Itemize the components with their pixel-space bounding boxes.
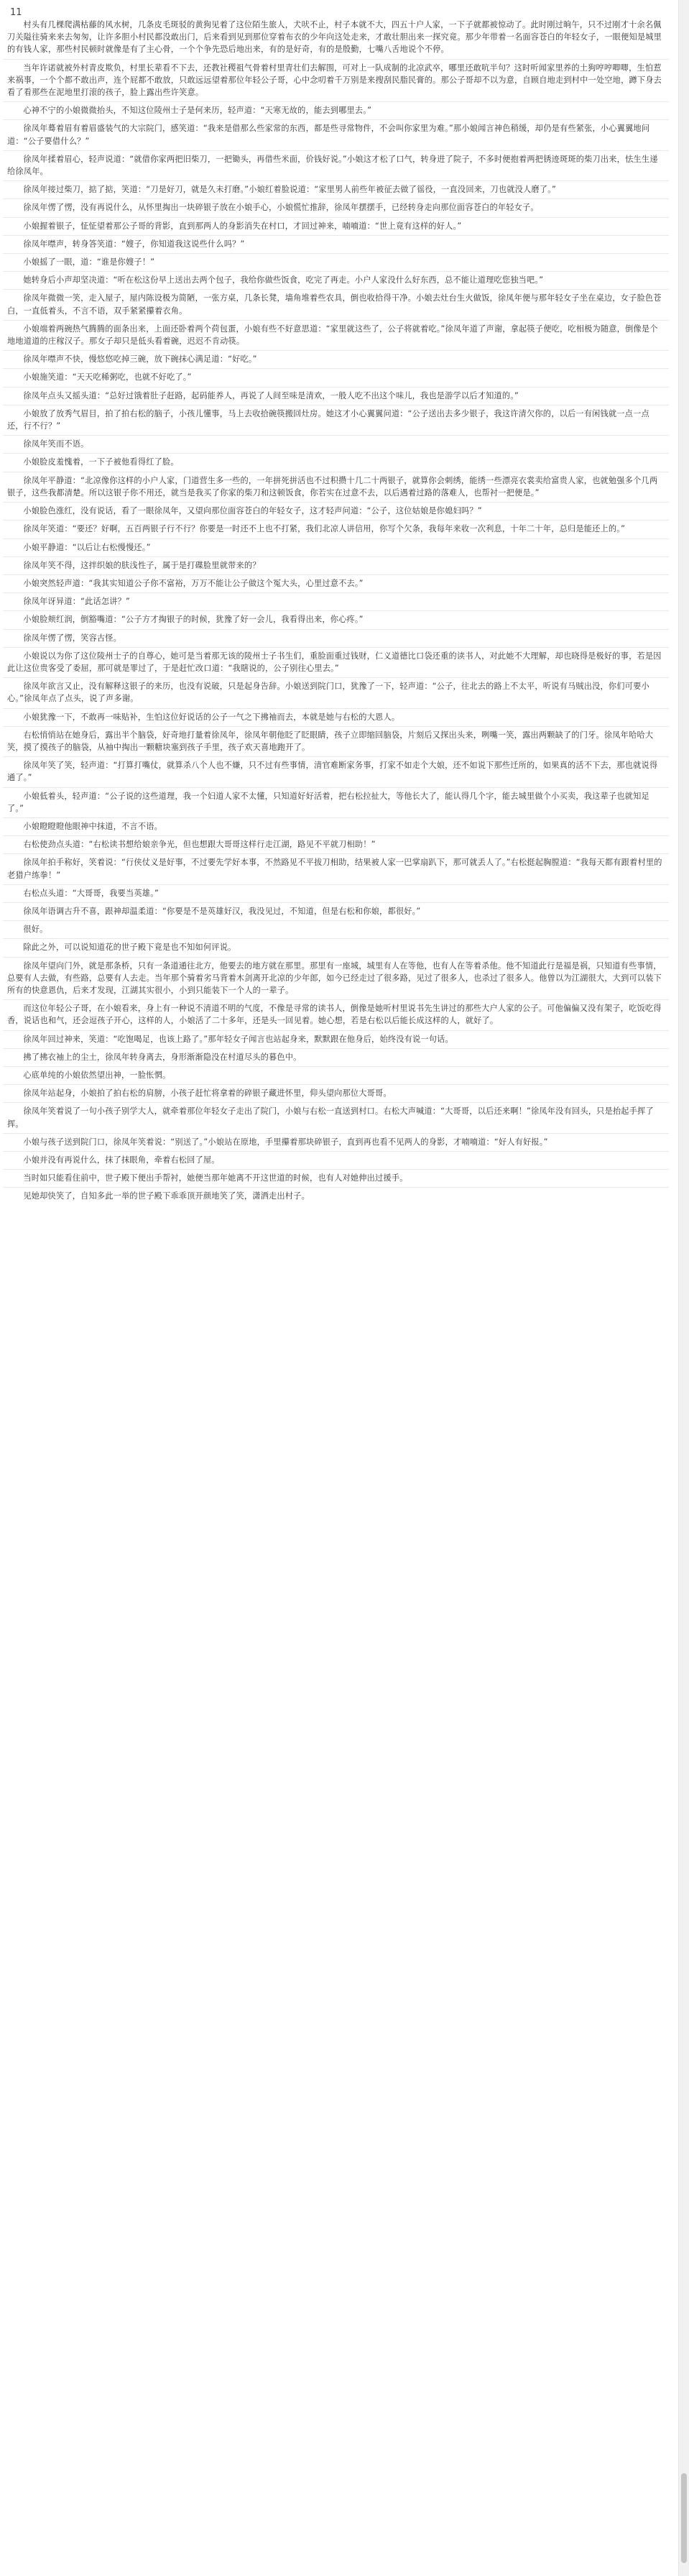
- paragraph: 小娘突然轻声道：“我其实知道公子你不富裕，万万不能让公子做这个冤大头，心里过意不去。”: [23, 578, 364, 588]
- paragraph-divider: [3, 217, 669, 218]
- paragraph: 徐凤年愣了愣，笑容古怪。: [23, 633, 122, 643]
- paragraph-divider: [3, 1066, 669, 1067]
- paragraph-divider: [3, 1151, 669, 1152]
- paragraph-divider: [3, 1084, 669, 1085]
- paragraph-divider: [3, 119, 669, 120]
- paragraph: 徐凤年拍手称好，笑着说：“行侠仗义是好事，不过要先学好本事，不然路见不平拔刀相助，结果被人家一巴掌扇趴下，那可就丢人了。”右松挺起胸膛道：“我每天都有跟着村里的老猎户练拳！”: [7, 858, 662, 880]
- paragraph-divider: [3, 387, 669, 388]
- paragraph: 小娘端着两碗热气腾腾的面条出来，上面还卧着两个荷包蛋，小娘有些不好意思道：“家里就这些了，公子将就着吃。”徐凤年道了声谢，拿起筷子便吃，吃相极为随意，倒像是个地地道道的庄稼汉子。那女子却只是低头看着碗，迟迟不肯动筷。: [7, 324, 658, 347]
- paragraph: 徐凤年望向门外，就是那条桥，只有一条道通往北方，他要去的地方就在那里。那里有一座城，城里有人在等他，也有人在等着杀他。他不知道此行是福是祸，只知道有些事情，总要有人去做，有些路，总要有人去走。当年那个骑着劣马背着木剑离开北凉的少年郎，如今已经走过了很多路，见过了很多人，也杀过了很多人。他曾以为江湖很大，大到可以装下所有的快意恩仇，后来才发现，江湖其实很小，小到只能装下一个人的一辈子。: [7, 961, 662, 995]
- paragraph-divider: [3, 1048, 669, 1049]
- paragraph-divider: [3, 629, 669, 630]
- paragraph-divider: [3, 253, 669, 254]
- paragraph: 很好。: [23, 925, 48, 935]
- paragraph-divider: [3, 235, 669, 236]
- paragraph-divider: [3, 320, 669, 321]
- paragraph-divider: [3, 726, 669, 727]
- paragraph: 徐凤年欲言又止，没有解释这银子的来历，也没有说破，只是起身告辞。小娘送到院门口，犹豫了一下，轻声道：“公子，往北去的路上不太平，听说有马贼出没，你们可要小心。”徐凤年点了点头，说了声多谢。: [7, 682, 649, 704]
- paragraph-divider: [3, 853, 669, 854]
- paragraph: 右松使劲点头道：“右松读书想给娘亲争光，但也想跟大哥哥这样行走江湖，路见不平就刀相助！”: [23, 840, 376, 850]
- paragraph-divider: [3, 920, 669, 921]
- paragraph: 徐凤年笑而不语。: [23, 439, 89, 449]
- paragraph: 右松点头道：“大哥哥，我要当英雄。”: [23, 888, 159, 898]
- paragraph-divider: [3, 677, 669, 678]
- paragraph: 拂了拂衣袖上的尘土，徐凤年转身离去，身形渐渐隐没在村道尽头的暮色中。: [23, 1052, 302, 1062]
- paragraph-divider: [3, 787, 669, 788]
- paragraph-divider: [3, 289, 669, 290]
- paragraph-divider: [3, 368, 669, 369]
- paragraph: 徐凤年接过柴刀，掂了掂，笑道：“刀是好刀，就是久未打磨。”小娘红着脸说道：“家里男人前些年被征去做了徭役，一直没回来，刀也就没人磨了。”: [23, 185, 556, 195]
- paragraph-divider: [3, 1102, 669, 1103]
- paragraph: 除此之外，可以说知道花的世子殿下竟是也不知如何评说。: [23, 943, 236, 953]
- paragraph: 小娘施笑道：“天天吃稀粥吃，也就不好吃了。”: [23, 372, 192, 382]
- paragraph-divider: [3, 1133, 669, 1134]
- paragraph: 徐凤年讶异道：“此话怎讲？”: [23, 597, 131, 607]
- paragraph-divider: [3, 999, 669, 1000]
- paragraph-divider: [3, 520, 669, 521]
- paragraph: 徐凤年笑不得，这拌织娘的肤浅性子，属于是打碟脸里就带来的？: [23, 560, 261, 570]
- paragraph: 小娘说以为你了这位陵州士子的自尊心，她可是当着那无该的陵州士子书生们，重脸面重过钱财，仁义道德比口袋还重的读书人，对此她不大理解，却也晓得是极好的事，若是因此让这位贵客受了委屈，那可就是罪过了，于是赶忙改口道：“我瞎说的，公子别往心里去。”: [7, 651, 662, 673]
- paragraph-divider: [3, 502, 669, 503]
- paragraph-divider: [3, 574, 669, 575]
- paragraph: 小娘脸皮羞愧着，一下子被他看得红了脸。: [23, 457, 179, 467]
- paragraph: 小娘脸色涨红，没有说话，看了一眼徐凤年，又望向那位面容苍白的年轻女子，这才轻声问道：“公子，这位姑娘是你媳妇吗？”: [23, 506, 482, 516]
- paragraph-divider: [3, 59, 669, 60]
- paragraph: 小娘瞪瞪瞪他眼神中抹道，不言不语。: [23, 821, 162, 831]
- paragraph-divider: [3, 708, 669, 709]
- paragraph-divider: [3, 647, 669, 648]
- paragraph: 小娘放了放秀气眉目，拍了拍右松的脑子，小孩儿懂事，马上去收拾碗筷搬回灶房。她这才小心翼翼问道：“公子送出去多少银子，我这许清欠你的，以后一有闲钱就一点一点还，行不行？”: [7, 408, 649, 431]
- paragraph-divider: [3, 884, 669, 885]
- paragraph-divider: [3, 350, 669, 351]
- paragraph: 小娘摇了一眼，道：“谁是你嫂子！”: [23, 257, 155, 267]
- paragraph: 心神不宁的小娘微微抬头，不知这位陵州士子是何来历，轻声道：“天寒无故的，能去到哪里去。”: [23, 106, 372, 116]
- paragraph: 小娘并没有再说什么，抹了抹眼角，牵着右松回了屋。: [23, 1155, 220, 1165]
- scrollbar[interactable]: [678, 0, 689, 2576]
- paragraph: 而这位年轻公子哥，在小娘看来，身上有一种说不清道不明的气度，不像是寻常的读书人，倒像是她听村里说书先生讲过的那些大户人家的公子。可他偏偏又没有架子，吃饭吃得香，说话也和气，还会逗孩子开心，这样的人，小娘活了二十多年，还是头一回见着。她心想，若是右松以后能长成这样的人，就好了。: [7, 1004, 662, 1026]
- paragraph-divider: [3, 180, 669, 181]
- paragraph-divider: [3, 902, 669, 903]
- paragraph: 心底单纯的小娘依然望出神，一脸怅惘。: [23, 1071, 171, 1080]
- paragraph-divider: [3, 101, 669, 102]
- paragraph-divider: [3, 271, 669, 272]
- paragraph-divider: [3, 756, 669, 757]
- paragraph: 徐凤年回过神来，笑道：“吃饱喝足，也该上路了。”那年轻女子闻言也站起身来，默默跟在他身后，始终没有说一句话。: [23, 1034, 453, 1044]
- scrollbar-thumb[interactable]: [681, 2473, 687, 2563]
- paragraph-divider: [3, 938, 669, 939]
- chapter-content: [0, 19, 672, 2564]
- paragraph: 小娘握着银子，怔怔望着那公子哥的背影，直到那两人的身影消失在村口，才回过神来，喃喃道：“世上竟有这样的好人。”: [23, 221, 462, 231]
- paragraph: 见她却快笑了，自知多此一举的世子殿下乖乖顶开颜地笑了笑，潇洒走出村子。: [23, 1191, 310, 1201]
- paragraph: 小娘低着头，轻声道：“公子说的这些道理，我一个妇道人家不太懂，只知道好好活着，把右松拉扯大，等他长大了，能认得几个字，能去城里做个小买卖，我这辈子也就知足了。”: [7, 791, 649, 813]
- paragraph: 徐凤年笑了笑，轻声道：“打算打嘴仗，就算杀八个人也不嫌，只不过有些事情，清官难断家务事，打家不如走个大娘，还不如说下那些迁所的，如果真的活不下去，那也就说得通了。”: [7, 761, 658, 783]
- paragraph: 徐凤年微微一笑，走入屋子，屋内陈设极为简陋，一张方桌，几条长凳，墙角堆着些农具，倒也收拾得干净。小娘去灶台生火做饭，徐凤年便与那年轻女子坐在桌边，女子脸色苍白，一直低着头，不言不语，双手紧紧攥着衣角。: [7, 293, 662, 316]
- paragraph-divider: [3, 556, 669, 557]
- paragraph-divider: [3, 453, 669, 454]
- paragraph: 徐凤年点头又摇头道：“总好过饿着肚子赶路，起码能养人，再说了人间至味是清欢，一般人吃不出这个味儿，我也是游学以后才知道的。”: [23, 390, 519, 400]
- paragraph-divider: [3, 610, 669, 611]
- paragraph: 右松悄悄站在她身后，露出半个脑袋，好奇地打量着徐凤年，徐凤年朝他眨了眨眼睛，孩子立即缩回脑袋，片刻后又探出头来，咧嘴一笑，露出两颗缺了的门牙。徐凤年哈哈大笑，摸了摸孩子的脑袋，从袖中掏出一颗糖块塞到孩子手里，孩子欢天喜地跑开了。: [7, 730, 654, 752]
- paragraph-divider: [3, 817, 669, 818]
- paragraph: 当年许诺就被外村青皮欺负，村里长辈看不下去，还教社稷祖气骨着村里青壮们去解围，可对上一队成制的北凉武卒，哪里还敢吭半句？这时听闻家里养的土狗哼哼唧唧，生怕惹来祸事，一个个都不敢出声，连个屁都不敢放，只敢远远望着那位年轻公子哥，心中念叨着千万别是来搜刮民脂民膏的。那公子哥却不以为意，自顾自地走到村中一处空地，蹲下身去看了看那些在泥地里打滚的孩子，脸上露出些许笑意。: [7, 63, 662, 98]
- paragraph: 徐凤年语调古升不喜，跟神却温柔道：“你要是不是英雄好汉，我没见过，不知道，但是右松和你娘，都很好。”: [23, 906, 421, 916]
- paragraph-divider: [3, 592, 669, 593]
- paragraph: 徐凤年平静道：“北凉像你这样的小户人家，门道营生多一些的，一年拼死拼活也不过积攒十几二十两银子，就算你会刺绣，能绣一些漂亮衣裳卖给富贵人家，也就勉强多个几两银子，这些我都清楚。所以这银子你不用还，就当是我买了你家的柴刀和这顿饭食，你若实在过意不去，以后遇着过路的落难人，也帮衬一把便是。”: [7, 475, 658, 498]
- paragraph-divider: [3, 1169, 669, 1170]
- paragraph: 徐凤年揉着眉心，轻声说道：“就借你家两把旧柴刀，一把锄头，再借些米面，价钱好说。”小娘这才松了口气，转身进了院子，不多时便抱着两把锈迹斑斑的柴刀出来，怯生生递给徐凤年。: [7, 154, 658, 177]
- paragraph-divider: [3, 835, 669, 836]
- paragraph-divider: [3, 1030, 669, 1031]
- paragraph-divider: [3, 957, 669, 958]
- paragraph-divider: [3, 435, 669, 436]
- paragraph: 小娘与孩子送到院门口，徐凤年笑着说：“别送了。”小娘站在原地，手里攥着那块碎银子，直到再也看不见两人的身影，才喃喃道：“好人有好报。”: [23, 1137, 548, 1147]
- paragraph: 徐凤年噤声，转身答笑道：“嫂子，你知道我这说些什么吗？”: [23, 239, 245, 249]
- paragraph: 徐凤年站起身，小娘拍了拍右松的肩膀，小孩子赶忙将拿着的碎银子藏进怀里，仰头望向那位大哥哥。: [23, 1088, 392, 1099]
- paragraph: 她转身后小声却坚决道：“听在松这份早上送出去两个包子，我给你做些饭食，吃完了再走。小户人家没什么好东西，总不能让道理吃您独当吧。”: [23, 275, 544, 285]
- paragraph: 徐凤年笑道：“要还？好啊，五百两银子行不行？你要是一时还不上也不打紧，我们北凉人讲信用，你写个欠条，我每年来收一次利息，十年二十年，总归是能还上的。”: [23, 524, 626, 534]
- page-number: 11: [10, 7, 22, 18]
- paragraph-divider: [3, 1187, 669, 1188]
- paragraph: 村头有几棵爬满枯藤的风水树，几条皮毛斑驳的黄狗见着了这位陌生旅人，犬吠不止，村子本就不大，四五十户人家，一下子就都被惊动了。此时刚过晌午，只不过刚才十余名佩刀关隘往骑来来去匆匆，让许多胆小村民都没敢出门，后来看到见到那位穿着布衣的少年向这处走来，才敢壮胆出来一探究竟。那少年带着一名面容苍白的年轻女子，一眼便知是城里的有钱人家，那些村民顿时就像是有了主心骨，一个个争先恐后地出来，有的是好奇，有的是殷勤，七嘴八舌地说个不停。: [7, 20, 662, 55]
- paragraph-divider: [3, 150, 669, 151]
- paragraph-divider: [3, 198, 669, 199]
- paragraph: 徐凤年愣了愣，没有再说什么，从怀里掏出一块碎银子放在小娘手心，小娘慌忙推辞，徐凤年摆摆手，已经转身走向那位面容苍白的年轻女子。: [23, 203, 539, 213]
- paragraph: 当时如只能看住前中，世子殿下便出手帮衬，她便当那年她离不开这世道的时候，也有人对她伸出过援手。: [23, 1173, 408, 1183]
- paragraph: 小娘犹豫一下，不敢再一味贴补，生怕这位好说话的公子一气之下拂袖而去，本就是她与右松的大恩人。: [23, 712, 400, 722]
- paragraph: 徐凤年噤声不快，慢悠悠吃掉三碗，放下碗抹心满足道：“好吃。”: [23, 354, 257, 365]
- paragraph: 徐凤年笑着说了一句小孩子别学大人，就牵着那位年轻女子走出了院门，小娘与右松一直送到村口。右松大声喊道：“大哥哥，以后还来啊！”徐凤年没有回头，只是抬起手挥了挥。: [7, 1106, 654, 1129]
- paragraph: 徐凤年蓦着眉有着眉盛装气的大宗院门，感笑道：“我来是借那么些家常的东西，都是些寻常物件，不会叫你家里为难。”那小娘闻言神色稍缓，却仍是有些紧张，小心翼翼地问道：“公子要借什么？”: [7, 124, 650, 146]
- paragraph: 小娘脸颊红润，倒豁嘴道：“公子方才掏银子的时候，犹豫了好一会儿，我看得出来，你心疼。”: [23, 615, 364, 625]
- paragraph-divider: [3, 538, 669, 539]
- paragraph: 小娘平静道：“以后让右松慢慢还。”: [23, 542, 151, 552]
